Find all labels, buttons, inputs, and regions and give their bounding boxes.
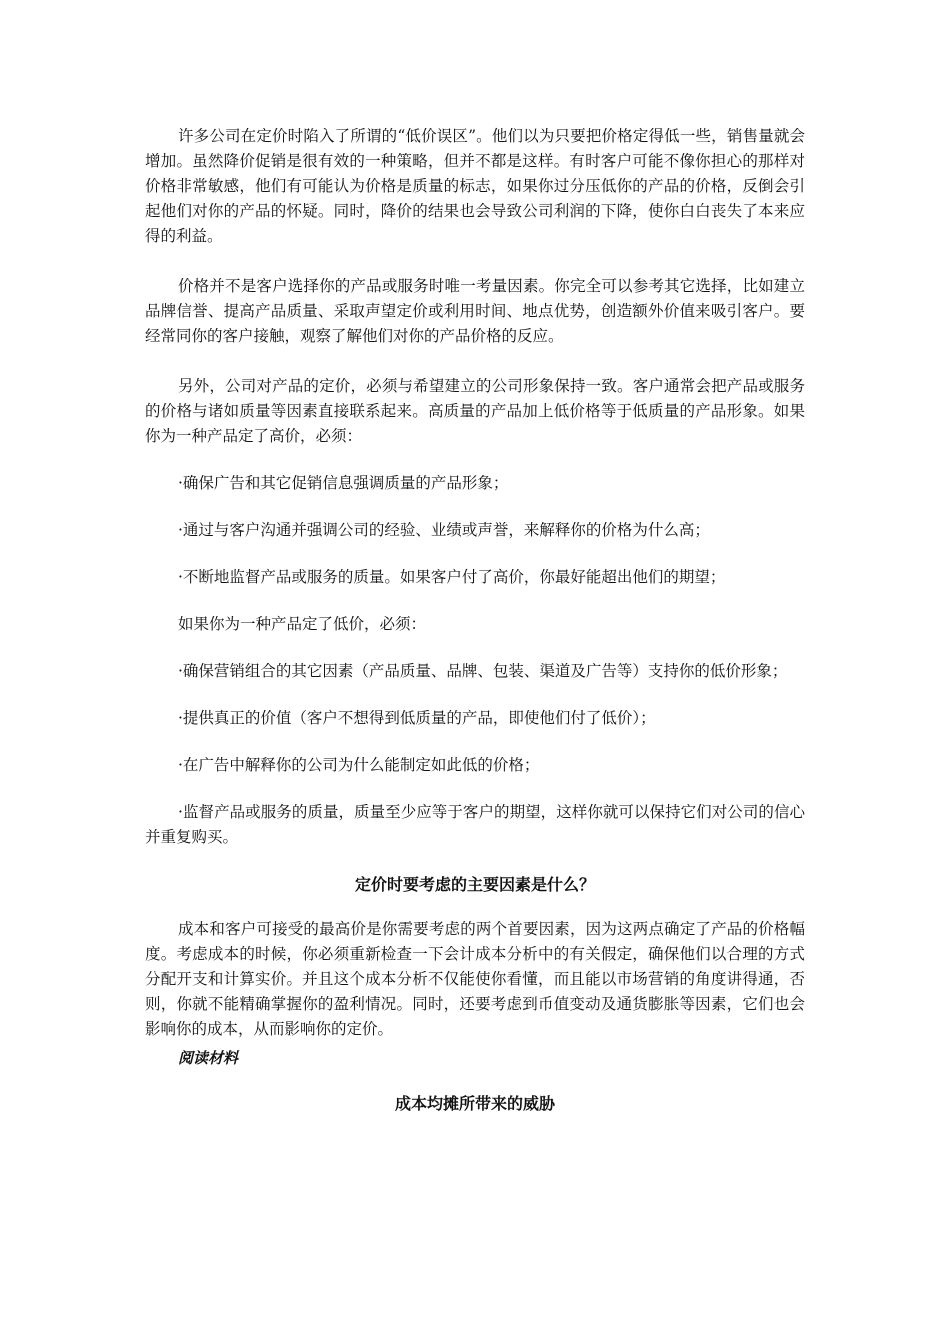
list-item: ·确保广告和其它促销信息强调质量的产品形象； bbox=[178, 474, 509, 492]
list-item: ·监督产品或服务的质量，质量至少应等于客户的期望，这样你就可以保持它们对公司的信心并重复购买。 bbox=[145, 803, 805, 846]
list-item: ·通过与客户沟通并强调公司的经验、业绩或声誉，来解释你的价格为什么高； bbox=[178, 521, 710, 539]
list-item: ·在广告中解释你的公司为什么能制定如此低的价格； bbox=[178, 756, 540, 774]
list-item: ·确保营销组合的其它因素（产品质量、品牌、包装、渠道及广告等）支持你的低价形象； bbox=[178, 662, 788, 680]
section-heading: 定价时要考虑的主要因素是什么？ bbox=[354, 875, 595, 894]
reading-material-label: 阅读材料 bbox=[178, 1049, 239, 1067]
list-item: ·提供真正的价值（客户不想得到低质量的产品，即使他们付了低价）； bbox=[178, 709, 656, 727]
low-price-intro: 如果你为一种产品定了低价，必须： bbox=[178, 615, 427, 633]
paragraph-other-factors: 价格并不是客户选择你的产品或服务时唯一考量因素。你完全可以参考其它选择，比如建立品牌信誉、提高产品质量、采取声望定价或利用时间、地点优势，创造额外价值来吸引客户。要经常同你的客户接触，观察了解他们对你的产品价格的反应。 bbox=[145, 277, 805, 345]
paragraph-low-price-trap: 许多公司在定价时陷入了所谓的“低价误区”。他们以为只要把价格定得低一些，销售量就会增加。虽然降价促销是很有效的一种策略，但并不都是这样。有时客户可能不像你担心的那样对价格非常敏感，他们有可能认为价格是质量的标志，如果你过分压低你的产品的价格，反倒会引起他们对你的产品的怀疑。同时，降价的结果也会导致公司利润的下降，使你白白丧失了本来应得的利益。 bbox=[145, 127, 805, 245]
low-price-list bbox=[145, 659, 805, 850]
high-price-list bbox=[145, 471, 805, 590]
document-page bbox=[145, 124, 805, 1116]
reading-title: 成本均摊所带来的威胁 bbox=[394, 1094, 555, 1113]
list-item: ·不断地监督产品或服务的质量。如果客户付了高价，你最好能超出他们的期望； bbox=[178, 568, 726, 586]
paragraph-company-image: 另外，公司对产品的定价，必须与希望建立的公司形象保持一致。客户通常会把产品或服务的价格与诸如质量等因素直接联系起来。高质量的产品加上低价格等于低质量的产品形象。如果你为一种产品定了高价，必须： bbox=[145, 377, 805, 445]
paragraph-main-factors: 成本和客户可接受的最高价是你需要考虑的两个首要因素，因为这两点确定了产品的价格幅度。考虑成本的时候，你必须重新检查一下会计成本分析中的有关假定，确保他们以合理的方式分配开支和计算实价。并且这个成本分析不仅能使你看懂，而且能以市场营销的角度讲得通，否则，你就不能精确掌握你的盈利情况。同时，还要考虑到币值变动及通货膨胀等因素，它们也会影响你的成本，从而影响你的定价。 bbox=[145, 920, 805, 1038]
